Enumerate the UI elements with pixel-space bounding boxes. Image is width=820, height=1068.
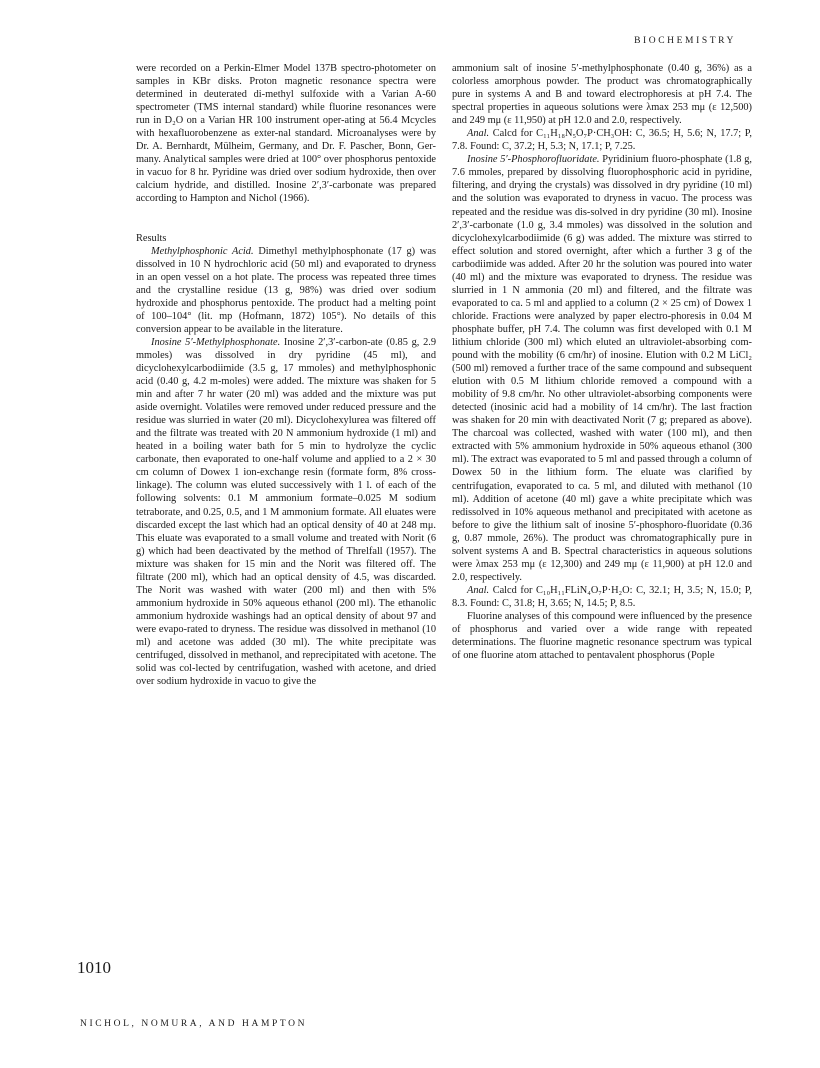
paragraph-title: Inosine 5′-Methylphosphonate. bbox=[151, 336, 281, 348]
paragraph-methylphosphonic-acid bbox=[136, 245, 436, 336]
paragraph-body: Inosine 2′,3′-carbon-ate (0.85 g, 2.9 mmoles) was dissolved in dry pyridine (45 ml), and dicyclohexylcarbodiimide (3.5 g, 17 mmoles) and methylphosphonic acid (0.40 g, 4.2 m-moles) were added. The mixture was shaken for 5 min and after 7 hr water (20 ml) was added and the mixture was put aside overnight. Volatiles were removed under reduced pressure and the residue was slurried in water (20 ml). Dicyclohexylurea was filtered off and the filtrate was treated with 20 N ammonium hydroxide (1 ml) and heated in a boiling water bath for 5 min to hydrolyze the cyclic carbonate, then evaporated to one-half volume and applied to a 2 × 30 cm column of Dowex 1 ion-exchange resin (formate form, 8% cross-linkage). The column was eluted successively with 1 l. of each of the following solvents: 0.1 M ammonium formate–0.025 M sodium tetraborate, and 0.25, 0.5, and 1 M ammonium formate. All eluates were discarded except the last which had an optical density of 40 at 248 mμ. This eluate was evaporated to a small volume and treated with Norit (6 g) which had been deactivated by the method of Threlfall (1957). The mixture was shaken for 15 min and the Norit was filtered off. The filtrate (200 ml), which had an optical density of 4.5, was discarded. The Norit was washed with water (200 ml) and then with 5% ammonium hydroxide in 50% aqueous ethanol (200 ml). The ethanolic ammonium hydroxide washings had an optical density of about 97 and were evapo-rated to dryness. The residue was dissolved in methanol (10 ml) and acetone was added (30 ml). The white precipitate was centrifuged, dissolved in methanol, and reprecipitated with acetone. The solid was col-lected by centrifugation, washed with acetone, and dried over sodium hydroxide in vacuo to give the bbox=[136, 336, 436, 688]
paragraph-title: Anal. bbox=[467, 128, 490, 140]
page-number: 1010 bbox=[77, 958, 111, 977]
paragraph-body: Dimethyl methylphosphonate (17 g) was dissolved in 10 N hydrochloric acid (50 ml) and evaporated to dryness in an open vessel on a hot plate. The process was repeated three times and the crystalline residue (13 g, 98%) was dried over sodium hydroxide and phosphorus pentoxide. The product had a melting point of 100–104° (lit. mp (Hofmann, 1872) 105°). No details of this conversion appear to be available in the literature. bbox=[136, 245, 436, 335]
paragraph-title: Methylphosphonic Acid. bbox=[151, 245, 254, 257]
paragraph-title: Anal. bbox=[467, 584, 490, 596]
paragraph-inosine-methylphosphonate bbox=[136, 336, 436, 688]
running-foot-authors: NICHOL, NOMURA, AND HAMPTON bbox=[80, 1019, 308, 1029]
paragraph-methods-continued: were recorded on a Perkin-Elmer Model 137B spectro-photometer on samples in KBr disks. Proton magnetic resonance spectra were determined in deuterated di-methyl sulfoxide with a Varian A-60 spectrometer (TMS internal standard) while fluorine resonances were run in D₂O on a Varian HR 100 instrument oper-ating at 56.4 Mcycles with hexafluorobenzene as exter-nal standard. Microanalyses were by Dr. A. Bernhardt, Mülheim, Germany, and Dr. F. Pascher, Bonn, Ger-many. Analytical samples were dried at 100° over phosphorus pentoxide in vacuo for 8 hr. Pyridine was dried over sodium hydroxide, then over calcium hydride, and distilled. Inosine 2′,3′-carbonate was prepared according to Hampton and Nichol (1966). bbox=[136, 63, 436, 205]
paragraph-analysis-2 bbox=[452, 584, 752, 610]
left-column bbox=[136, 62, 436, 688]
paragraph-fluorine-analyses: Fluorine analyses of this compound were influenced by the presence of phosphorus and varied over a wide range with repeated determinations. The fluorine magnetic resonance spectrum was typical of one fluorine atom attached to pentavalent phosphorus (Pople bbox=[452, 610, 752, 662]
paragraph-body: Calcd for C₁₁H₁₈N₅O₇P·CH₃OH: C, 36.5; H, 5.6; N, 17.7; P, 7.8. Found: C, 37.2; H, 5.3; N, 17.1; P, 7.25. bbox=[452, 128, 752, 153]
running-head: BIOCHEMISTRY bbox=[634, 36, 736, 46]
paragraph-analysis-1 bbox=[452, 127, 752, 153]
paragraph-title: Inosine 5′-Phosphorofluoridate. bbox=[467, 154, 600, 166]
right-column bbox=[452, 62, 752, 662]
section-heading-results: Results bbox=[136, 232, 167, 244]
paragraph-ammonium-salt: ammonium salt of inosine 5′-methylphosphonate (0.40 g, 36%) as a colorless amorphous powder. The product was chromatographically pure in systems A and B and toward electrophoresis at pH 7.4. The spectral properties in aqueous solutions were λmax 253 mμ (ε 12,500) and 249 mμ (ε 11,950) at pH 12.0 and 2.0, respectively. bbox=[452, 63, 752, 127]
paragraph-body: Pyridinium fluoro-phosphate (1.8 g, 7.6 mmoles, prepared by dissolving fluorophosphoric acid in pyridine, filtering, and drying the crystals) was dissolved in dry pyridine (10 ml) and the solution was evaporated to dryness in vacuo. The process was repeated and the residue was dis-solved in dry pyridine (30 ml). Inosine 2′,3′-carbonate (1.0 g, 3.4 mmoles) was dissolved in the solution and dicyclohexylcarbodiimide (6 g) was added. The mixture was stirred to effect solution and stored overnight, after which a further 3 g of the carbodiimide was added. After 20 hr the solution was poured into water (40 ml) and the mixture was evaporated to dryness. The residue was slurried in 1 N ammonia (20 ml) and filtered, and the filtrate was evaporated to ca. 5 ml and applied to a column (2 × 25 cm) of Dowex 1 chloride. Fractions were analyzed by paper electro-phoresis in 0.04 M phosphate buffer, pH 7.4. The column was first developed with 0.1 M lithium chloride (300 ml) which eluted an ultraviolet-absorbing com-pound with the mobility (6 cm/hr) of inosine. Elution with 0.2 M LiCl₂ (500 ml) removed a further trace of the same compound and subsequent elution with 0.5 M lithium chloride removed a compound with a mobility of 9.8 cm/hr. No other ultraviolet-absorbing components were detected (inosinic acid had a mobility of 14 cm/hr). The last fraction was shaken for 20 min with deactivated Norit (7 g; prepared as above). The charcoal was collected, washed with water (100 ml), and then extracted with 5% ammonium hydroxide in 50% aqueous ethanol (300 ml). The extract was evaporated to 5 ml and passed through a column of Dowex 50 in the lithium form. The eluate was clarified by centrifugation, evaporated to ca. 5 ml, and diluted with methanol (10 ml). Addition of acetone (40 ml) gave a white precipitate which was redissolved in 10% aqueous methanol and precipitated with acetone as before to give the lithium salt of inosine 5′-phosphoro-fluoridate (0.36 g, 0.87 mmole, 26%). The product was chromatographically pure in solvent systems A and B. Spectral characteristics in aqueous solutions were λmax 253 mμ (ε 12,300) and 249 mμ (ε 11,900) at pH 12.0 and 2.0, respectively. bbox=[452, 154, 752, 583]
paragraph-inosine-phosphorofluoridate bbox=[452, 153, 752, 584]
paragraph-body: Calcd for C₁₀H₁₁FLiN₄O₇P·H₂O: C, 32.1; H, 3.5; N, 15.0; P, 8.3. Found: C, 31.8; H, 3.65; N, 14.5; P, 8.5. bbox=[452, 584, 752, 609]
